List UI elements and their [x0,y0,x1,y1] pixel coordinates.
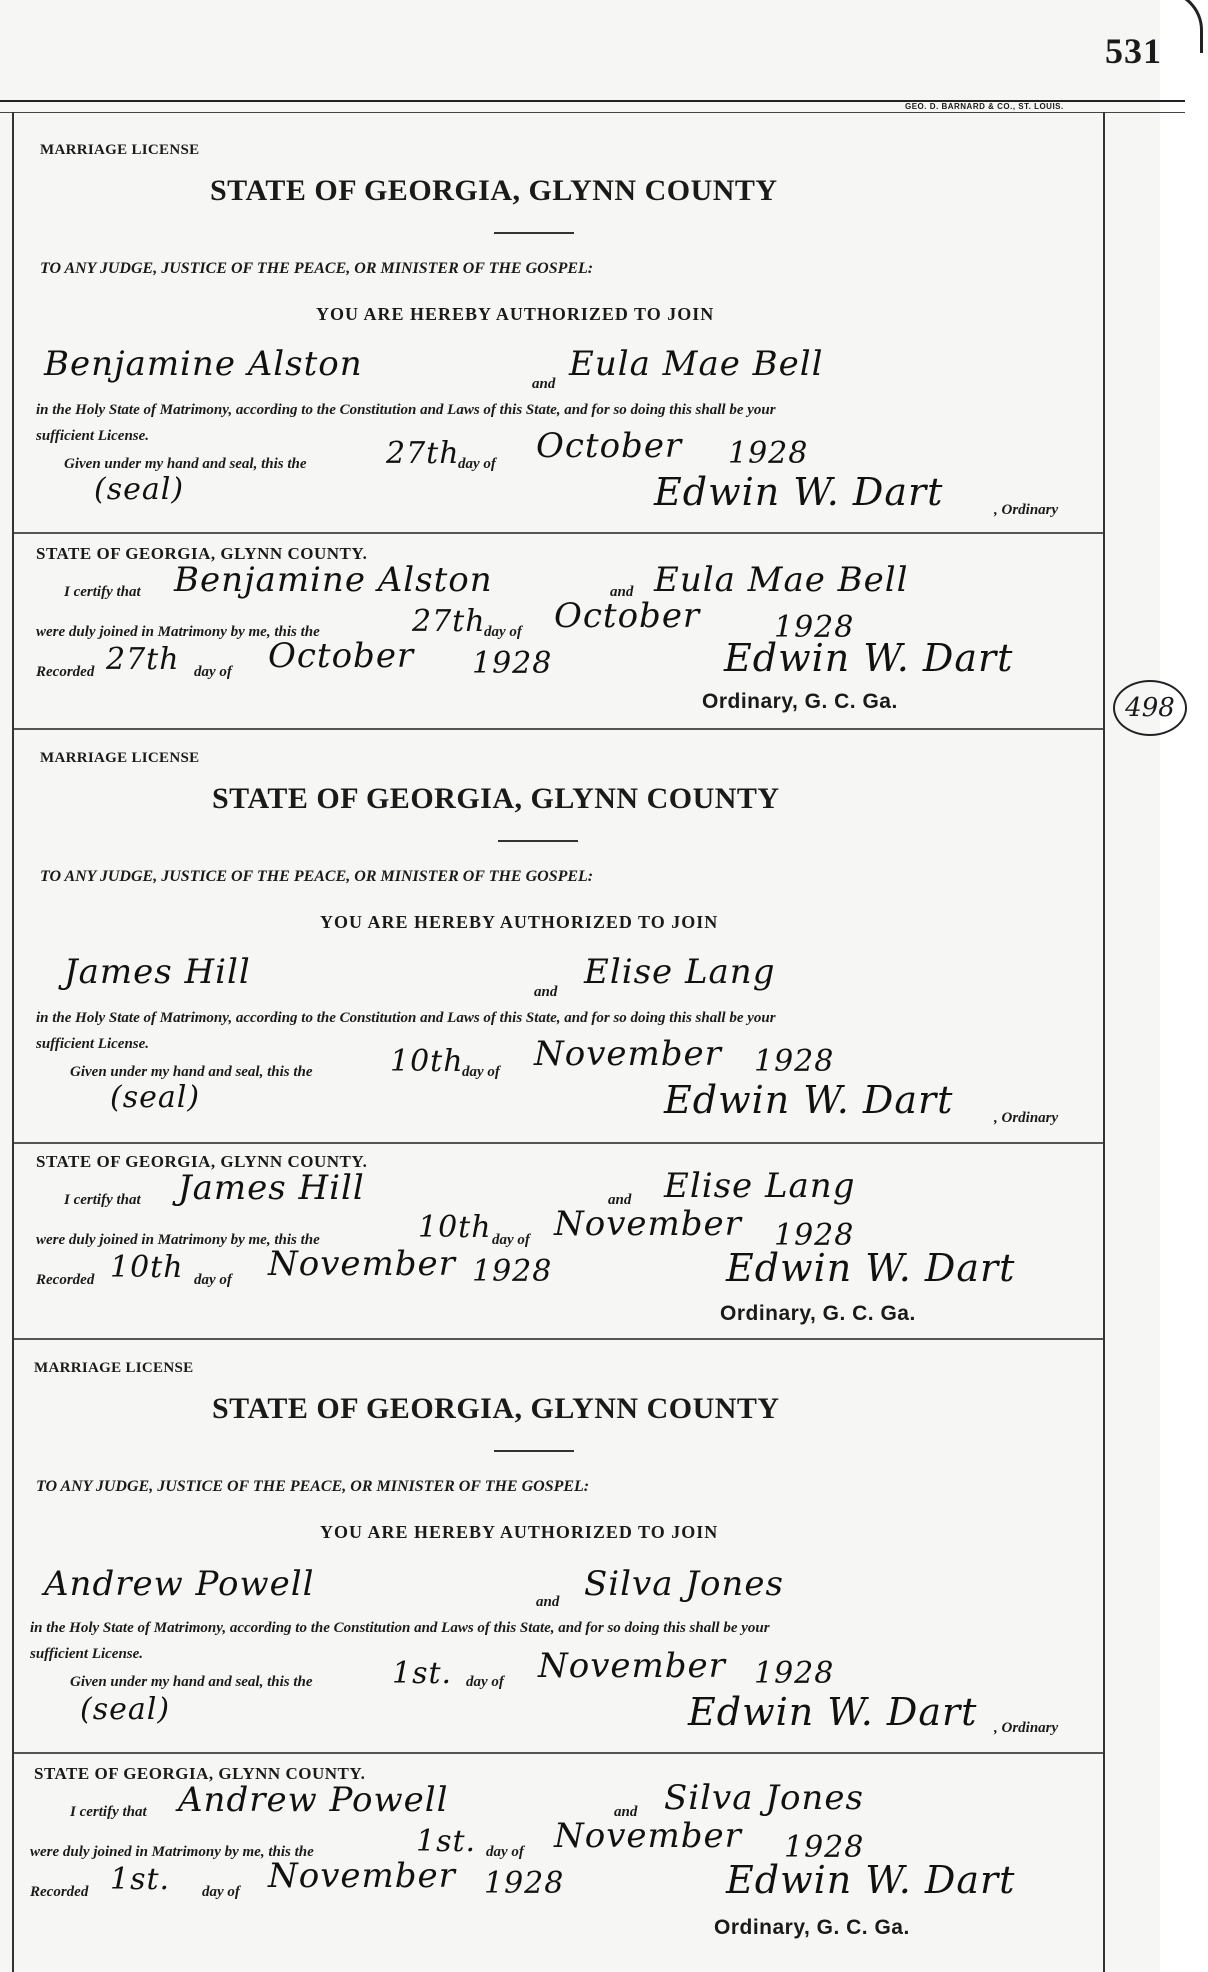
cert-signature: Edwin W. Dart [726,1246,1016,1290]
license-entry-2 [14,738,1103,1346]
ordinary-label: , Ordinary [994,1720,1059,1736]
given-under: Given under my hand and seal, this the [70,1674,313,1690]
cert-groom: Benjamine Alston [174,560,493,600]
cert-bride: Silva Jones [664,1778,864,1818]
recorded-day-of: day of [194,664,232,680]
section-divider [14,1752,1103,1754]
to-any-judge: TO ANY JUDGE, JUSTICE OF THE PEACE, OR MINISTER OF THE GOSPEL: [36,1478,590,1495]
license-year: 1928 [754,1044,835,1079]
title-rule [498,840,578,842]
ordinary-signature: Edwin W. Dart [654,470,944,514]
ordinary-signature: Edwin W. Dart [688,1690,978,1734]
recorded-label: Recorded [36,664,95,680]
recorded-year: 1928 [472,1254,553,1289]
cert-signature: Edwin W. Dart [724,636,1014,680]
i-certify: I certify that [70,1804,147,1820]
cert-day-of: day of [484,624,522,640]
ordinary-label: , Ordinary [994,1110,1059,1126]
i-certify: I certify that [64,584,141,600]
state-title: STATE OF GEORGIA, GLYNN COUNTY [212,1392,780,1425]
page-number: 531 [1105,31,1162,71]
recorded-year: 1928 [484,1866,565,1901]
bride-name: Silva Jones [584,1564,784,1604]
holy-state-text: in the Holy State of Matrimony, according to the Constitution and Laws of this State, and for so doing this shall be your [36,402,776,418]
recorded-day: 27th [106,642,180,677]
state-title: STATE OF GEORGIA, GLYNN COUNTY [210,174,778,207]
cert-and: and [614,1804,638,1820]
cert-groom: James Hill [178,1168,365,1208]
given-under: Given under my hand and seal, this the [64,456,307,472]
recorded-label: Recorded [30,1884,89,1900]
cert-day: 10th [418,1210,492,1245]
sufficient-license: sufficient License. [36,1036,150,1052]
given-under: Given under my hand and seal, this the [70,1064,313,1080]
and-label: and [532,376,556,392]
marriage-license-label: MARRIAGE LICENSE [40,750,200,766]
cert-day-of: day of [486,1844,524,1860]
seal-mark: (seal) [110,1080,201,1115]
and-label: and [536,1594,560,1610]
recorded-label: Recorded [36,1272,95,1288]
marriage-license-label: MARRIAGE LICENSE [34,1360,194,1376]
bride-name: Eula Mae Bell [569,344,824,384]
cert-bride: Elise Lang [664,1166,856,1206]
recorded-day-of: day of [202,1884,240,1900]
holy-state-text: in the Holy State of Matrimony, according to the Constitution and Laws of this State, and for so doing this shall be your [30,1620,770,1636]
holy-state-text: in the Holy State of Matrimony, according to the Constitution and Laws of this State, and for so doing this shall be your [36,1010,776,1026]
cert-month: November [554,1816,742,1856]
ordinary-gc-label: Ordinary, G. C. Ga. [720,1302,916,1325]
day-of: day of [466,1674,504,1690]
cert-bride: Eula Mae Bell [654,560,909,600]
i-certify: I certify that [64,1192,141,1208]
recorded-year: 1928 [472,646,553,681]
cert-groom: Andrew Powell [178,1780,449,1820]
sufficient-license: sufficient License. [30,1646,144,1662]
seal-mark: (seal) [80,1692,171,1727]
authorized-line: YOU ARE HEREBY AUTHORIZED TO JOIN [320,1522,719,1542]
license-entry-3 [14,1346,1103,1954]
page-edge [1160,0,1208,1972]
groom-name: James Hill [64,952,251,992]
to-any-judge: TO ANY JUDGE, JUSTICE OF THE PEACE, OR MINISTER OF THE GOSPEL: [40,868,594,885]
cert-month: November [554,1204,742,1244]
bride-name: Elise Lang [584,952,776,992]
state-title: STATE OF GEORGIA, GLYNN COUNTY [212,782,780,815]
recorded-month: November [268,1856,456,1896]
right-margin-rule [1103,112,1105,1972]
license-month: November [538,1646,726,1686]
ordinary-gc-label: Ordinary, G. C. Ga. [702,690,898,713]
day-of: day of [458,456,496,472]
marriage-license-label: MARRIAGE LICENSE [40,142,200,158]
cert-year: 1928 [784,1830,865,1865]
ordinary-gc-label: Ordinary, G. C. Ga. [714,1916,910,1939]
authorized-line: YOU ARE HEREBY AUTHORIZED TO JOIN [320,912,719,932]
and-label: and [534,984,558,1000]
groom-name: Andrew Powell [44,1564,315,1604]
cert-state: STATE OF GEORGIA, GLYNN COUNTY. [36,544,368,563]
license-month: October [536,426,683,466]
cert-and: and [610,584,634,600]
cert-day-of: day of [492,1232,530,1248]
recorded-month: October [268,636,415,676]
entry-divider [14,728,1103,730]
cert-state: STATE OF GEORGIA, GLYNN COUNTY. [36,1152,368,1171]
day-of: day of [462,1064,500,1080]
license-month: November [534,1034,722,1074]
license-year: 1928 [754,1656,835,1691]
authorized-line: YOU ARE HEREBY AUTHORIZED TO JOIN [316,304,715,324]
cert-and: and [608,1192,632,1208]
to-any-judge: TO ANY JUDGE, JUSTICE OF THE PEACE, OR MINISTER OF THE GOSPEL: [40,260,594,277]
recorded-day-of: day of [194,1272,232,1288]
ordinary-signature: Edwin W. Dart [664,1078,954,1122]
license-day: 1st. [392,1656,453,1691]
cert-year: 1928 [774,1218,855,1253]
title-rule [494,232,574,234]
cert-signature: Edwin W. Dart [726,1858,1016,1902]
were-joined: were duly joined in Matrimony by me, this the [36,624,320,640]
license-day: 27th [386,436,460,471]
top-rule-secondary [0,112,1185,113]
section-divider [14,1142,1103,1144]
license-year: 1928 [728,436,809,471]
cert-day: 27th [412,604,486,639]
license-day: 10th [390,1044,464,1079]
section-divider [14,532,1103,534]
cert-year: 1928 [774,610,855,645]
cert-month: October [554,596,701,636]
groom-name: Benjamine Alston [44,344,363,384]
were-joined: were duly joined in Matrimony by me, this the [36,1232,320,1248]
license-entry-1 [14,130,1103,738]
cert-state: STATE OF GEORGIA, GLYNN COUNTY. [34,1764,366,1783]
sufficient-license: sufficient License. [36,428,150,444]
seal-mark: (seal) [94,472,185,507]
recorded-day: 1st. [110,1862,171,1897]
side-annotation: 498 [1113,680,1187,736]
recorded-month: November [268,1244,456,1284]
recorded-day: 10th [110,1250,184,1285]
entry-divider [14,1338,1103,1340]
ordinary-label: , Ordinary [994,502,1059,518]
printer-mark: GEO. D. BARNARD & CO., ST. LOUIS. [905,102,1064,111]
title-rule [494,1450,574,1452]
were-joined: were duly joined in Matrimony by me, this the [30,1844,314,1860]
cert-day: 1st. [416,1824,477,1859]
